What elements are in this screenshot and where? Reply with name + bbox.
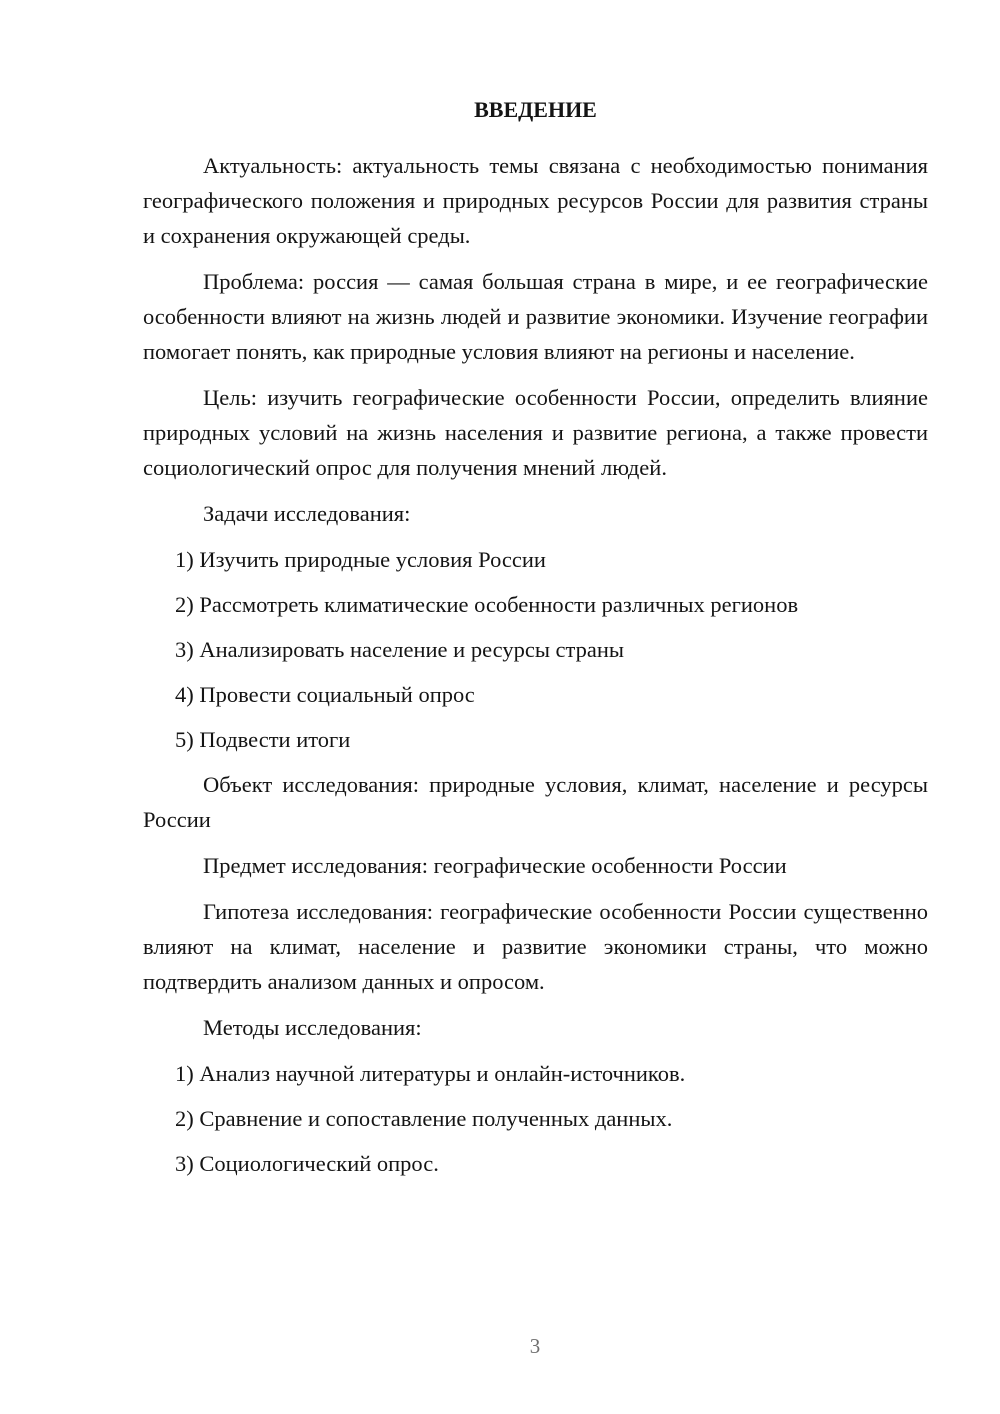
subject-paragraph: Предмет исследования: географические особенности России [203,853,787,878]
method-item: 1) Анализ научной литературы и онлайн-источников. [175,1061,686,1086]
tasks-heading: Задачи исследования: [203,501,411,526]
task-item: 2) Рассмотреть климатические особенности различных регионов [175,592,799,617]
method-item: 2) Сравнение и сопоставление полученных данных. [175,1106,673,1131]
method-item: 3) Социологический опрос. [175,1151,439,1176]
problem-paragraph: Проблема: россия — самая большая страна в мире, и ее географические особенности влияют на жизнь людей и развитие экономики. Изучение географии помогает понять, как природные условия влияют на регионы и население. [143,269,928,364]
object-paragraph: Объект исследования: природные условия, климат, население и ресурсы России [143,772,928,832]
hypothesis-paragraph: Гипотеза исследования: географические особенности России существенно влияют на климат, население и развитие экономики страны, что можно подтвердить анализом данных и опросом. [143,899,928,994]
methods-heading: Методы исследования: [203,1015,422,1040]
goal-paragraph: Цель: изучить географические особенности России, определить влияние природных условий на жизнь населения и развитие региона, а также провести социологический опрос для получения мнений людей. [143,385,928,480]
page-title: ВВЕДЕНИЕ [474,97,597,122]
task-item: 5) Подвести итоги [175,727,351,752]
relevance-paragraph: Актуальность: актуальность темы связана с необходимостью понимания географического положения и природных ресурсов России для развития страны и сохранения окружающей среды. [143,153,928,248]
task-item: 3) Анализировать население и ресурсы страны [175,637,625,662]
page-number: 3 [529,1334,541,1358]
task-item: 1) Изучить природные условия России [175,547,546,572]
task-item: 4) Провести социальный опрос [175,682,475,707]
page-content [143,95,928,1191]
